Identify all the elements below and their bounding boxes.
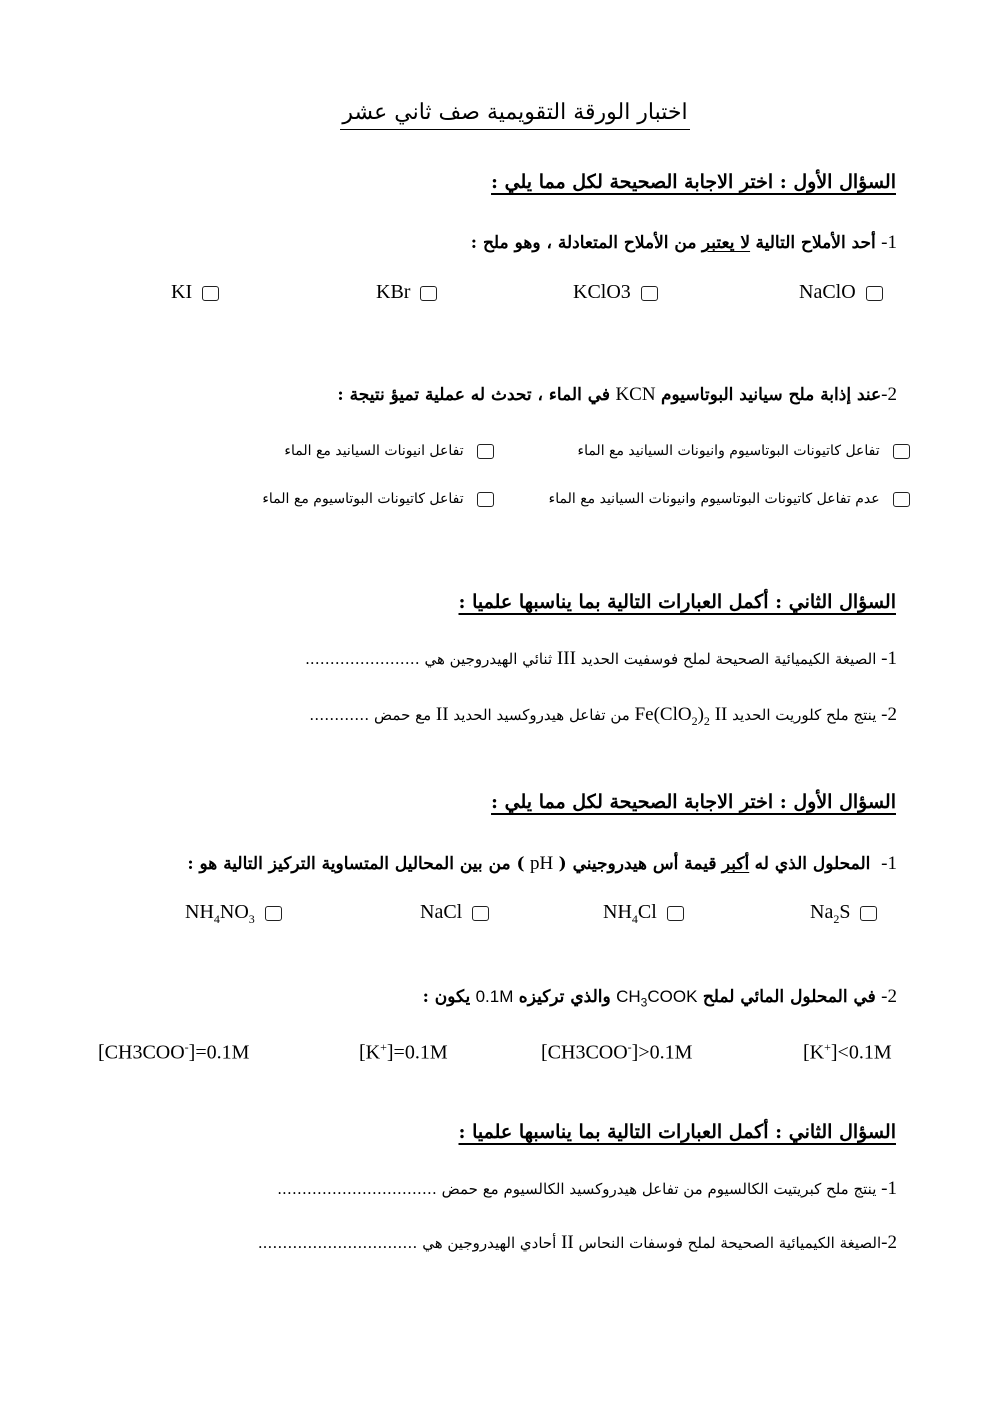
option-nh4cl[interactable]: $NH_4Cl$ [603, 901, 684, 927]
checkbox[interactable] [265, 906, 282, 921]
statement-4-1: 1- ينتج ملح كبريتيت الكالسيوم من تفاعل هيدروكسيد الكالسيوم مع حمض ………………………….. [277, 1178, 897, 1199]
statement-2-1: 1- الصيغة الكيميائية الصحيحة لملح فوسفيت الحديد III ثنائي الهيدروجين هي ………………….. [305, 648, 897, 669]
page-title [0, 100, 992, 125]
section-heading-q4: السؤال الثاني : أكمل العبارات التالية بما يناسبها علميا : [458, 1121, 896, 1143]
checkbox[interactable] [420, 286, 437, 301]
checkbox[interactable] [477, 444, 494, 459]
section-heading-q2: السؤال الثاني : أكمل العبارات التالية بما يناسبها علميا : [458, 591, 896, 613]
question-1-2: 2-عند إذابة ملح سيانيد البوتاسيوم KCN في الماء ، تحدث له عملية تميؤ نتيجة : [337, 384, 897, 405]
checkbox[interactable] [641, 286, 658, 301]
answer-blank[interactable]: ………………….. [305, 650, 420, 668]
option-ki[interactable]: KI [171, 281, 219, 304]
answer-blank[interactable]: ………… [309, 706, 370, 724]
page-title-text: اختبار الورقة التقويمية صف ثاني عشر [340, 100, 689, 130]
option-kbr[interactable]: KBr [376, 281, 437, 304]
formula-ch3cook: $CH_3COOK$ [616, 987, 698, 1010]
option-nacl[interactable]: NaCl [420, 901, 489, 924]
answer-option-3[interactable]: [CH3COO-]>0.1M [541, 1040, 693, 1064]
checkbox[interactable] [472, 906, 489, 921]
option-naclo[interactable]: NaClO [799, 281, 883, 304]
question-1-1: 1- أحد الأملاح التالية لا يعتبر من الأملاح المتعادلة ، وهو ملح : [470, 232, 897, 253]
question-3-2: 2- في المحلول المائي لملح $CH_3COOK$ والذي تركيزه 0.1M يكون : [422, 986, 897, 1010]
option-d[interactable]: تفاعل كاتيونات البوتاسيوم مع الماء [262, 491, 494, 507]
checkbox[interactable] [477, 492, 494, 507]
statement-2-2: 2- ينتج ملح كلوريت الحديد II $Fe(ClO_2)_2$ من تفاعل هيدروكسيد الحديد II مع حمض ………… [309, 704, 897, 728]
question-3-1: 1- المحلول الذي له أكبر قيمة أس هيدروجيني ( pH ) من بين المحاليل المتساوية التركيز التالية هو : [187, 853, 897, 874]
option-kclo3[interactable]: KClO3 [573, 281, 658, 304]
section-heading-q3: السؤال الأول : اختر الاجابة الصحيحة لكل مما يلي : [491, 791, 896, 813]
answer-option-2[interactable]: [K+]=0.1M [359, 1040, 448, 1064]
statement-4-2: 2-الصيغة الكيميائية الصحيحة لملح فوسفات النحاس II أحادي الهيدروجين هي ………………………….. [257, 1232, 897, 1253]
option-na2s[interactable]: $Na_2S$ [810, 901, 877, 927]
checkbox[interactable] [860, 906, 877, 921]
formula-fe-clo2-2: $Fe(ClO_2)_2$ [634, 704, 710, 728]
checkbox[interactable] [667, 906, 684, 921]
option-nh4no3[interactable]: $NH_4NO_3$ [185, 901, 282, 927]
answer-option-4[interactable]: [K+]<0.1M [803, 1040, 892, 1064]
answer-option-1[interactable]: [CH3COO-]=0.1M [98, 1040, 250, 1064]
checkbox[interactable] [202, 286, 219, 301]
option-b[interactable]: تفاعل انيونات السيانيد مع الماء [284, 443, 494, 459]
checkbox[interactable] [893, 444, 910, 459]
answer-blank[interactable]: ………………………….. [277, 1180, 437, 1198]
answer-blank[interactable]: ………………………….. [257, 1234, 418, 1252]
option-c[interactable]: عدم تفاعل كاتيونات البوتاسيوم وانيونات السيانيد مع الماء [549, 491, 910, 507]
checkbox[interactable] [866, 286, 883, 301]
section-heading-q1: السؤال الأول : اختر الاجابة الصحيحة لكل مما يلي : [491, 171, 896, 193]
checkbox[interactable] [893, 492, 910, 507]
option-a[interactable]: تفاعل كاتيونات البوتاسيوم وانيونات السيانيد مع الماء [577, 443, 910, 459]
